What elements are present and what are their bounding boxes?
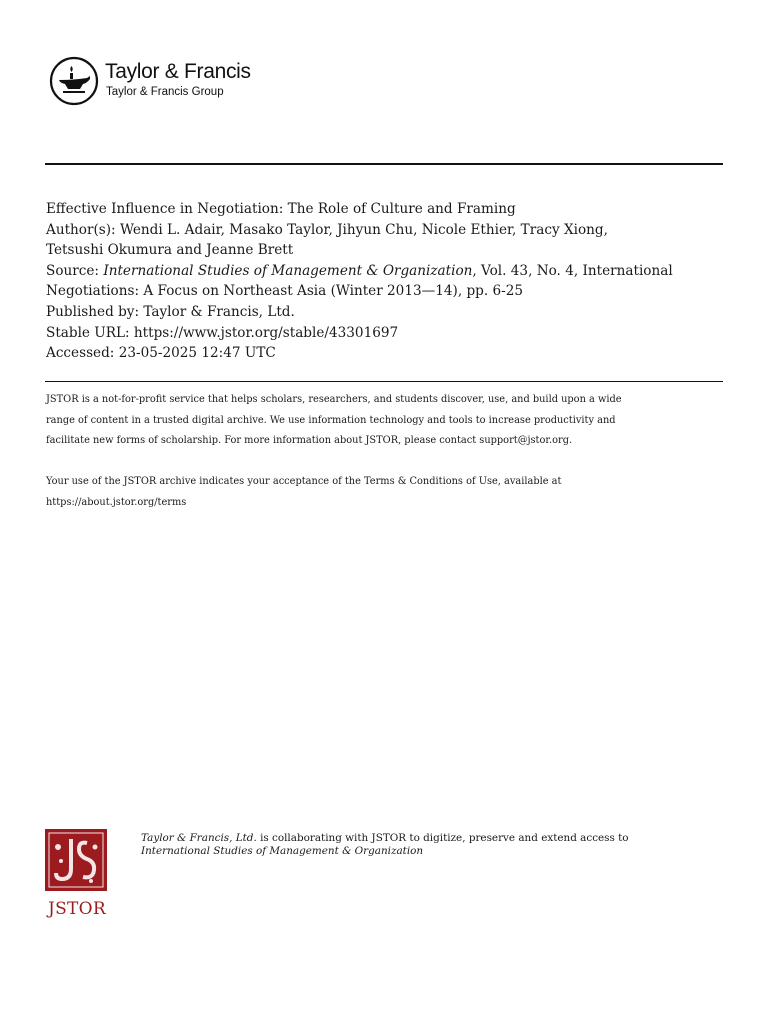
header-rule <box>45 163 723 165</box>
partner-name: Taylor & Francis, Ltd. <box>141 832 257 844</box>
collaboration-note: Taylor & Francis, Ltd. is collaborating with JSTOR to digitize, preserve and extend access to International Studies of Management & Organization <box>141 832 629 857</box>
article-authors: Author(s): Wendi L. Adair, Masako Taylor, Jihyun Chu, Nicole Ethier, Tracy Xiong, <box>46 221 608 238</box>
source-journal: International Studies of Management & Organization <box>103 262 473 279</box>
jstor-terms: Your use of the JSTOR archive indicates your acceptance of the Terms & Conditions of Use, available at https://about.jstor.org/terms <box>46 472 736 513</box>
article-accessed: Accessed: 23-05-2025 12:47 UTC <box>46 345 276 362</box>
publisher-name: Taylor & Francis <box>105 60 251 83</box>
article-title: Effective Influence in Negotiation: The Role of Culture and Framing <box>46 201 516 217</box>
jstor-monogram-icon <box>45 829 107 891</box>
article-authors-cont: Tetsushi Okumura and Jeanne Brett <box>46 242 294 259</box>
stable-url-link[interactable]: https://www.jstor.org/stable/43301697 <box>133 324 399 341</box>
lamp-of-knowledge-icon <box>49 56 99 106</box>
publisher-group: Taylor & Francis Group <box>106 86 224 98</box>
article-source-cont: Negotiations: A Focus on Northeast Asia (Winter 2013—14), pp. 6-25 <box>46 283 524 300</box>
article-source: Source: International Studies of Management & Organization, Vol. 43, No. 4, International <box>46 262 673 279</box>
journal-name: International Studies of Management & Organization <box>141 845 424 857</box>
section-rule <box>45 381 723 382</box>
article-metadata <box>46 199 736 364</box>
article-publisher: Published by: Taylor & Francis, Ltd. <box>46 303 295 320</box>
jstor-about: JSTOR is a not-for-profit service that helps scholars, researchers, and students discover, use, and build upon a wide range of content in a trusted digital archive. We use information technology and tools to increase productivity and facilitate new forms of scholarship. For more information about JSTOR, please contact support@jstor.org. <box>46 394 622 447</box>
article-stable-url: Stable URL: https://www.jstor.org/stable/43301697 <box>46 324 399 341</box>
terms-link[interactable]: https://about.jstor.org/terms <box>46 496 187 508</box>
jstor-wordmark: JSTOR <box>47 899 107 919</box>
jstor-logo <box>44 829 110 921</box>
publisher-logo <box>49 56 289 108</box>
